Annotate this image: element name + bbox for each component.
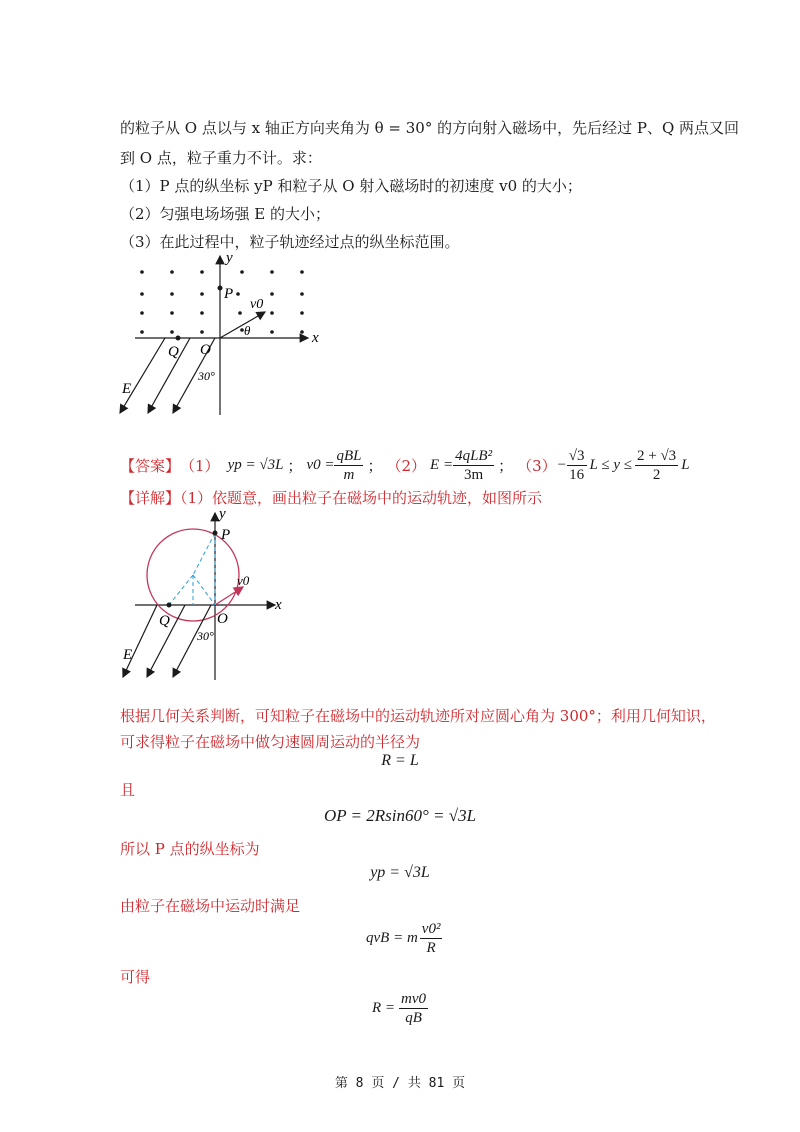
fig1-Q-label: Q: [168, 344, 179, 360]
solution-line-4: 所以 P 点的纵坐标为: [120, 840, 260, 858]
answer-part-2: （2）: [386, 456, 427, 475]
solution-line-1: 根据几何关系判断，可知粒子在磁场中的运动轨迹所对应圆心角为 300°；利用几何知识，: [120, 707, 716, 725]
answer-E-fraction: $\frac{\text{4qLB²}}{3m}$: [455, 447, 493, 483]
answer-v0-fraction: $\frac{\text{qBL}}{m}$: [336, 447, 362, 483]
answer-part-3: （3）: [517, 456, 557, 475]
equation-lorentz: qvB = m $\frac{\text{v0²}}{R}$: [366, 920, 441, 956]
answer-yp: yp = √3L: [227, 456, 284, 473]
solution-line-5: 由粒子在磁场中运动时满足: [120, 897, 301, 915]
answer-block: 【答案】 （1） yp = √3L ； v0 = $\frac{\text{qBL}}{m}$ ； （2） E = $\frac{\text{4qLB²}}{3m}$ ； （3） − $\frac{√3}{16}$ L ≤ y ≤ $\frac{2 + √3}{2}$ L: [120, 447, 690, 483]
fig2-v0-label: v0: [237, 573, 250, 588]
question-3: （3）在此过程中，粒子轨迹经过点的纵坐标范围。: [120, 233, 460, 251]
solution-line-3: 且: [120, 781, 136, 799]
fig1-x-label: x: [312, 330, 319, 346]
fig1-theta-label: θ: [244, 323, 251, 338]
equation-radius-result: R = $\frac{mv0}{qB}$: [372, 990, 427, 1026]
fig2-angle-label: 30°: [197, 629, 214, 643]
equation-yp: yp = √3L: [370, 864, 430, 881]
figure-trajectory-diagram: [115, 505, 290, 685]
fig2-O-label: O: [217, 611, 228, 627]
fig2-P-label: P: [221, 527, 231, 543]
fig2-E-label: E: [123, 647, 133, 663]
solution-line-2: 可求得粒子在磁场中做匀速圆周运动的半径为: [120, 733, 421, 751]
figure-field-diagram: [110, 250, 340, 420]
fig1-y-label: y: [226, 250, 233, 266]
fig1-O-label: O: [200, 342, 211, 358]
problem-line-1: 的粒子从 O 点以与 x 轴正方向夹角为 θ = 30° 的方向射入磁场中，先后经过 P、Q 两点又回: [120, 119, 740, 137]
detail-label: 【详解】: [120, 489, 181, 507]
fig1-angle-label: 30°: [198, 369, 215, 383]
fig1-E-label: E: [122, 381, 132, 397]
answer-range-fraction-1: $\frac{√3}{16}$: [568, 447, 585, 483]
page-footer: 第 8 页 / 共 81 页: [334, 1076, 466, 1091]
fig2-x-label: x: [275, 597, 282, 613]
problem-line-2: 到 O 点，粒子重力不计。求：: [120, 149, 322, 167]
question-1: （1）P 点的纵坐标 yP 和粒子从 O 射入磁场时的初速度 v0 的大小；: [120, 177, 582, 195]
fig1-v0-label: v0: [250, 297, 264, 312]
magnetic-field-dots: [140, 270, 304, 334]
question-2: （2）匀强电场场强 E 的大小；: [120, 205, 331, 223]
detail-line: 【详解】（1）依题意，画出粒子在磁场中的运动轨迹，如图所示: [120, 489, 543, 507]
answer-range-fraction-2: $\frac{2 + √3}{2}$: [636, 447, 677, 483]
fig2-Q-label: Q: [159, 613, 170, 629]
fig2-y-label: y: [219, 506, 226, 522]
equation-radius: R = L: [381, 752, 419, 769]
answer-label: 【答案】: [120, 456, 181, 475]
solution-line-6: 可得: [120, 968, 151, 986]
equation-OP: OP = 2Rsin60° = √3L: [323, 806, 477, 825]
fig1-P-label: P: [224, 286, 234, 302]
answer-part-1: （1）: [180, 456, 220, 475]
